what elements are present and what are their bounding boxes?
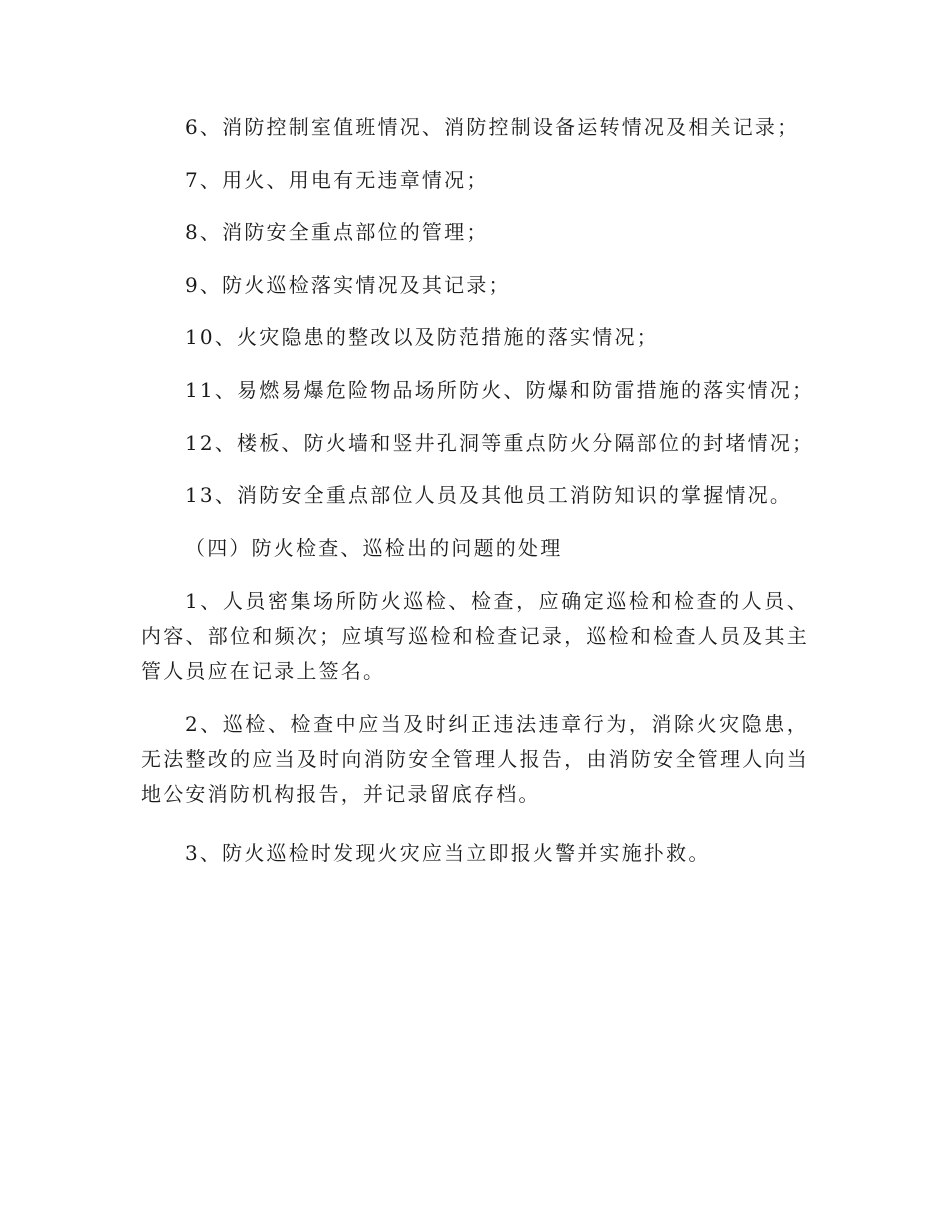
paragraph: 1、人员密集场所防火巡检、检查，应确定巡检和检查的人员、内容、部位和频次；应填写巡检和检查记录，巡检和检查人员及其主管人员应在记录上签名。: [141, 589, 809, 683]
list-item: 7、用火、用电有无违章情况；: [185, 168, 489, 192]
list-item: 6、消防控制室值班情况、消防控制设备运转情况及相关记录；: [185, 115, 800, 139]
list-item: 10、火灾隐患的整改以及防范措施的落实情况；: [185, 325, 659, 349]
list-item: 12、楼板、防火墙和竖井孔洞等重点防火分隔部位的封堵情况；: [185, 431, 815, 455]
section-heading: （四）防火检查、巡检出的问题的处理: [185, 536, 563, 560]
list-item: 8、消防安全重点部位的管理；: [185, 220, 489, 244]
paragraph: 3、防火巡检时发现火灾应当立即报火警并实施扑救。: [185, 841, 711, 865]
list-item: 9、防火巡检落实情况及其记录；: [185, 273, 511, 297]
paragraph: 2、巡检、检查中应当及时纠正违法违章行为，消除火灾隐患，无法整改的应当及时向消防安全管理人报告，由消防安全管理人向当地公安消防机构报告，并记录留底存档。: [141, 712, 809, 806]
list-item: 13、消防安全重点部位人员及其他员工消防知识的掌握情况。: [185, 483, 793, 507]
list-item: 11、易燃易爆危险物品场所防火、防爆和防雷措施的落实情况；: [185, 378, 815, 402]
